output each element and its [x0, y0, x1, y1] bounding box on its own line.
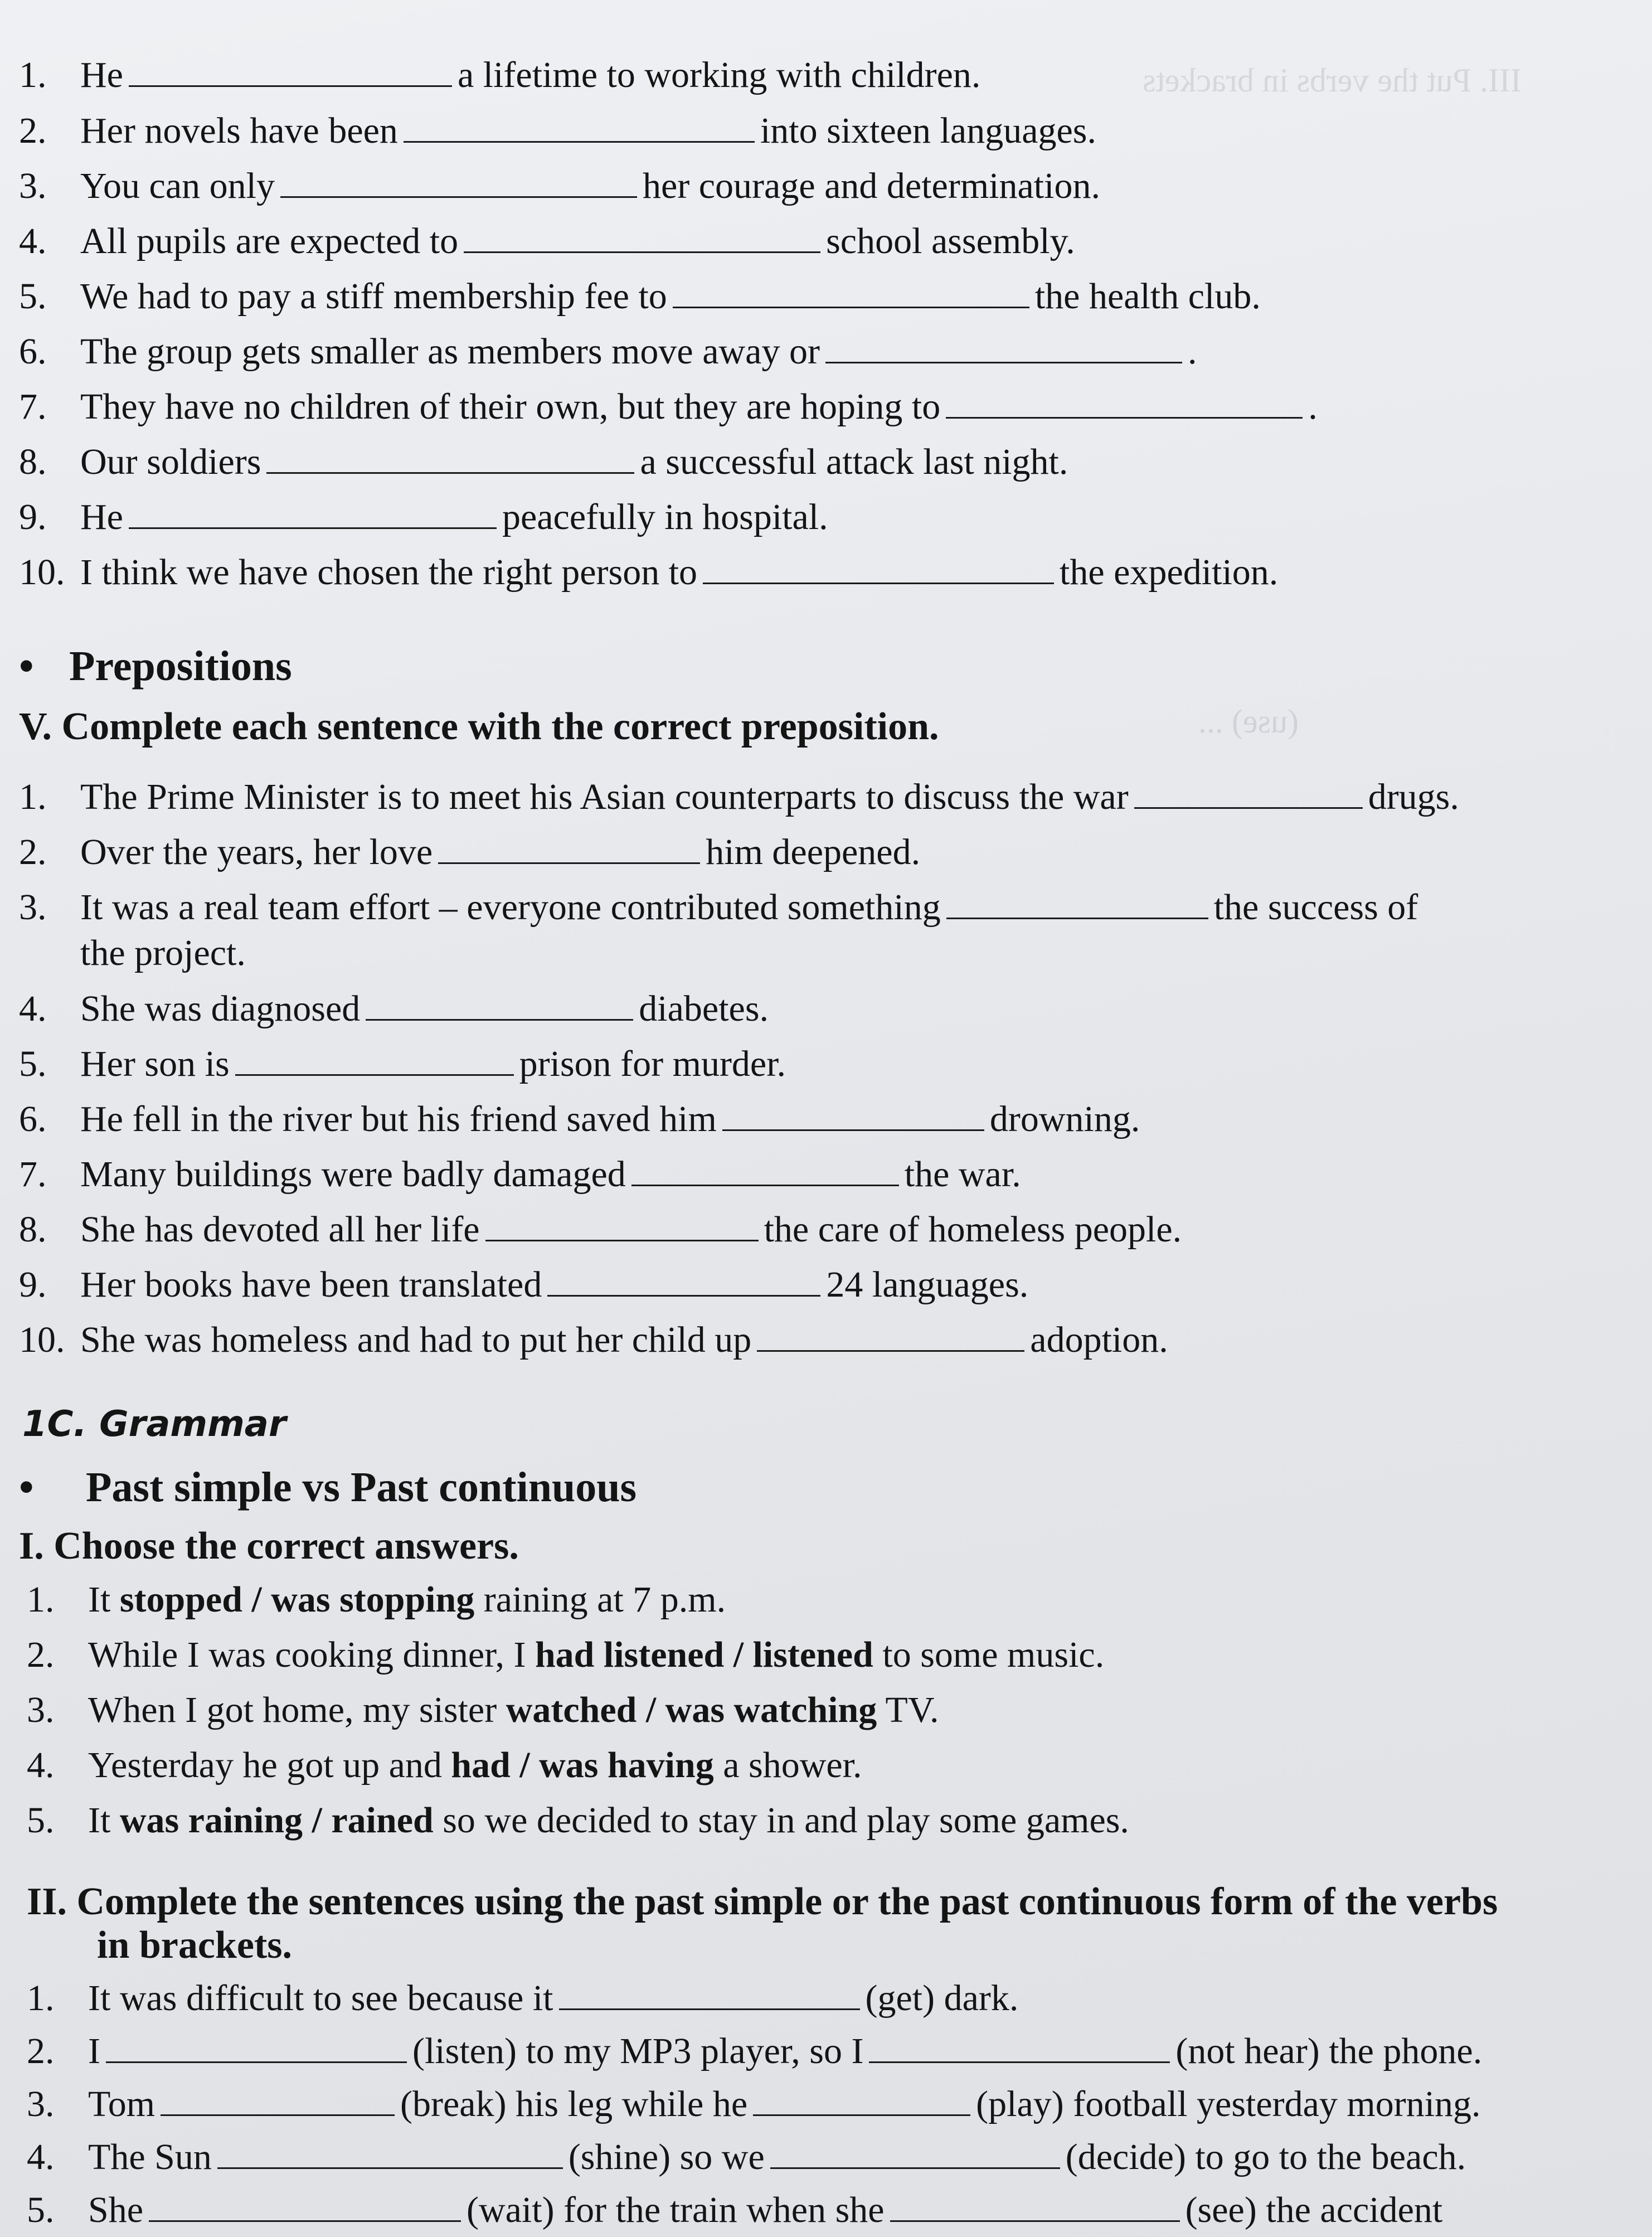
sentence-end: a successful attack last night.: [640, 441, 1068, 482]
answer-blank[interactable]: [161, 2082, 395, 2116]
sentence-end: her courage and determination.: [642, 166, 1100, 206]
answer-choice[interactable]: had / was having: [451, 1745, 714, 1785]
item-number: 3.: [19, 887, 47, 928]
sentence-end: to some music.: [873, 1634, 1105, 1675]
list-item: [0, 830, 920, 875]
sentence-start: The Prime Minister is to meet his Asian counterparts to discuss the war: [80, 777, 1129, 817]
answer-blank[interactable]: [464, 219, 820, 253]
sentence-end: prison for murder.: [519, 1044, 786, 1084]
section-title-grammar: 1C. Grammar: [22, 1404, 286, 1445]
answer-blank[interactable]: [266, 440, 634, 474]
sentence-start: He: [80, 55, 123, 95]
sentence-end: him deepened.: [706, 832, 921, 872]
item-number: 10.: [19, 1319, 65, 1360]
list-item: [0, 1633, 1104, 1677]
sentence-start: We had to pay a stiff membership fee to: [80, 276, 667, 317]
show-through-text: III. Put the verbs in brackets: [1143, 62, 1522, 99]
item-number: 8.: [19, 1209, 47, 1250]
answer-blank[interactable]: [235, 1042, 514, 1076]
list-item: [0, 775, 1459, 819]
list-item: [0, 385, 1318, 429]
sentence-end: the health club.: [1034, 276, 1261, 317]
list-item: [0, 2029, 1482, 2074]
sentence-part: She: [88, 2190, 143, 2230]
item-number: 6.: [19, 331, 47, 372]
sentence-end: 24 languages.: [826, 1264, 1029, 1305]
sentence-start: Many buildings were badly damaged: [80, 1154, 626, 1195]
answer-blank[interactable]: [547, 1263, 820, 1297]
sentence-end: so we decided to stay in and play some games.: [433, 1800, 1129, 1841]
sentence-start: All pupils are expected to: [80, 221, 459, 261]
sentence-start: He: [80, 497, 123, 537]
show-through-text: (use) ...: [1198, 703, 1299, 740]
sentence-end: drowning.: [989, 1099, 1140, 1139]
list-item: [0, 440, 1068, 484]
item-number: 7.: [19, 386, 47, 427]
sentence-start: She was homeless and had to put her child up: [80, 1319, 752, 1360]
answer-blank[interactable]: [485, 1207, 759, 1241]
item-number: 4.: [27, 1745, 55, 1785]
list-item: [0, 885, 1418, 930]
sentence-part: The Sun: [88, 2137, 212, 2177]
sentence-end: diabetes.: [639, 988, 769, 1029]
item-number: 2.: [27, 1634, 55, 1675]
item-number: 4.: [19, 221, 47, 261]
sentence-start: He fell in the river but his friend saved him: [80, 1099, 717, 1139]
item-number: 5.: [27, 2190, 55, 2230]
list-item: [0, 1798, 1129, 1843]
sentence-start: It was a real team effort – everyone contributed something: [80, 887, 941, 928]
answer-choice[interactable]: had listened / listened: [535, 1634, 873, 1675]
answer-blank[interactable]: [869, 2029, 1170, 2063]
sentence-end: the war.: [904, 1154, 1021, 1195]
item-number: 4.: [19, 988, 47, 1029]
sentence-start: Her novels have been: [80, 110, 398, 151]
topic-heading: [0, 1462, 636, 1512]
list-item: [0, 1152, 1021, 1197]
item-number: 2.: [19, 832, 47, 872]
list-item: [0, 1207, 1182, 1252]
answer-blank[interactable]: [217, 2135, 563, 2169]
exercise-instruction: II. Complete the sentences using the past simple or the past continuous form of the verbs: [27, 1880, 1498, 1923]
item-number: 2.: [27, 2031, 55, 2071]
item-number: 1.: [19, 55, 47, 95]
answer-blank[interactable]: [404, 109, 755, 143]
answer-blank[interactable]: [946, 385, 1303, 419]
answer-blank[interactable]: [149, 2188, 461, 2222]
sentence-start: Our soldiers: [80, 441, 261, 482]
item-number: 3.: [27, 2084, 55, 2124]
answer-choice[interactable]: watched / was watching: [506, 1690, 877, 1730]
sentence-part: (listen) to my MP3 player, so I: [412, 2031, 864, 2071]
item-number: 8.: [19, 441, 47, 482]
answer-blank[interactable]: [946, 885, 1208, 919]
sentence-part: (play) football yesterday morning.: [976, 2084, 1481, 2124]
sentence-end: the care of homeless people.: [764, 1209, 1182, 1250]
sentence-end: into sixteen languages.: [760, 110, 1096, 151]
answer-blank[interactable]: [129, 495, 497, 529]
list-item: [0, 987, 769, 1031]
section-heading-prepositions: [0, 641, 292, 691]
list-item: [0, 550, 1278, 595]
bullet-icon: •: [19, 1464, 34, 1511]
sentence-part: (wait) for the train when she: [467, 2190, 885, 2230]
sentence-end: school assembly.: [826, 221, 1075, 261]
answer-blank[interactable]: [129, 53, 452, 87]
sentence-part: I: [88, 2031, 100, 2071]
list-item: [0, 495, 828, 540]
list-item: [0, 109, 1096, 153]
exercise-instruction-continuation: in brackets.: [97, 1924, 292, 1967]
sentence-start: The group gets smaller as members move away or: [80, 331, 820, 372]
answer-blank[interactable]: [631, 1152, 899, 1186]
item-number: 1.: [27, 1579, 55, 1620]
list-item: [0, 2188, 1442, 2233]
list-item: [0, 2082, 1481, 2127]
sentence-start: While I was cooking dinner, I: [88, 1634, 535, 1675]
sentence-part: (get) dark.: [865, 1978, 1019, 2018]
sentence-end: a shower.: [713, 1745, 862, 1785]
sentence-end: raining at 7 p.m.: [474, 1579, 726, 1620]
exercise-instruction: V. Complete each sentence with the correct preposition.: [19, 705, 939, 748]
sentence-part: It was difficult to see because it: [88, 1978, 553, 2018]
list-item: [0, 1263, 1028, 1307]
answer-blank[interactable]: [438, 830, 700, 864]
answer-blank[interactable]: [673, 274, 1029, 308]
sentence-part: (break) his leg while he: [400, 2084, 748, 2124]
answer-blank[interactable]: [825, 329, 1182, 363]
sentence-start: She was diagnosed: [80, 988, 361, 1029]
topic-title: Past simple vs Past continuous: [86, 1464, 637, 1511]
item-number: 4.: [27, 2137, 55, 2177]
sentence-start: Her son is: [80, 1044, 230, 1084]
sentence-part: (shine) so we: [568, 2137, 765, 2177]
answer-blank[interactable]: [753, 2082, 970, 2116]
list-item: [0, 219, 1075, 264]
list-item: [0, 1743, 862, 1788]
sentence-end: drugs.: [1368, 777, 1459, 817]
exercise-instruction: I. Choose the correct answers.: [19, 1525, 519, 1568]
answer-blank[interactable]: [366, 987, 633, 1021]
item-number: 5.: [19, 1044, 47, 1084]
sentence-start: I think we have chosen the right person to: [80, 552, 698, 593]
answer-blank[interactable]: [890, 2188, 1180, 2222]
list-item: [0, 1097, 1140, 1142]
sentence-part: (decide) to go to the beach.: [1065, 2137, 1466, 2177]
sentence-start: Over the years, her love: [80, 832, 433, 872]
item-number: 5.: [19, 276, 47, 317]
item-number: 3.: [27, 1690, 55, 1730]
list-item: [0, 1578, 726, 1622]
list-item: [0, 53, 980, 98]
list-item: [0, 1318, 1168, 1362]
answer-blank[interactable]: [770, 2135, 1060, 2169]
list-item: [0, 1042, 786, 1086]
sentence-end: .: [1187, 331, 1197, 372]
answer-blank[interactable]: [106, 2029, 407, 2063]
sentence-end: the expedition.: [1060, 552, 1279, 593]
list-item: [0, 274, 1261, 319]
item-number: 1.: [19, 777, 47, 817]
list-item: [0, 1976, 1018, 2021]
sentence-part: Tom: [88, 2084, 156, 2124]
item-number: 10.: [19, 552, 65, 593]
sentence-start: Her books have been translated: [80, 1264, 542, 1305]
sentence-start: It: [88, 1579, 120, 1620]
sentence-end: the success of: [1213, 887, 1418, 928]
item-number: 7.: [19, 1154, 47, 1195]
list-item: [0, 164, 1100, 208]
sentence-part: (not hear) the phone.: [1175, 2031, 1483, 2071]
item-number: 6.: [19, 1099, 47, 1139]
sentence-part: (see) the accident: [1185, 2190, 1443, 2230]
sentence-end: .: [1308, 386, 1318, 427]
item-number: 3.: [19, 166, 47, 206]
sentence-start: She has devoted all her life: [80, 1209, 480, 1250]
sentence-start: When I got home, my sister: [88, 1690, 506, 1730]
item-number: 5.: [27, 1800, 55, 1841]
sentence-start: It: [88, 1800, 120, 1841]
list-item-continuation: the project.: [80, 933, 246, 973]
sentence-start: You can only: [80, 166, 275, 206]
bullet-icon: •: [19, 643, 34, 690]
sentence-end: adoption.: [1030, 1319, 1168, 1360]
answer-blank[interactable]: [757, 1318, 1024, 1352]
answer-choice[interactable]: was raining / rained: [119, 1800, 434, 1841]
answer-choice[interactable]: stopped / was stopping: [119, 1579, 475, 1620]
item-number: 9.: [19, 1264, 47, 1305]
sentence-end: a lifetime to working with children.: [457, 55, 981, 95]
item-number: 9.: [19, 497, 47, 537]
answer-blank[interactable]: [280, 164, 637, 198]
section-title: Prepositions: [69, 643, 292, 690]
answer-blank[interactable]: [722, 1097, 984, 1131]
sentence-start: They have no children of their own, but they are hoping to: [80, 386, 941, 427]
sentence-end: TV.: [877, 1690, 939, 1730]
answer-blank[interactable]: [703, 550, 1054, 584]
sentence-start: Yesterday he got up and: [88, 1745, 451, 1785]
answer-blank[interactable]: [1134, 775, 1363, 809]
list-item: [0, 329, 1197, 374]
list-item: [0, 2135, 1466, 2180]
answer-blank[interactable]: [559, 1976, 860, 2010]
item-number: 2.: [19, 110, 47, 151]
sentence-end: peacefully in hospital.: [502, 497, 828, 537]
item-number: 1.: [27, 1978, 55, 2018]
list-item: [0, 1688, 939, 1733]
